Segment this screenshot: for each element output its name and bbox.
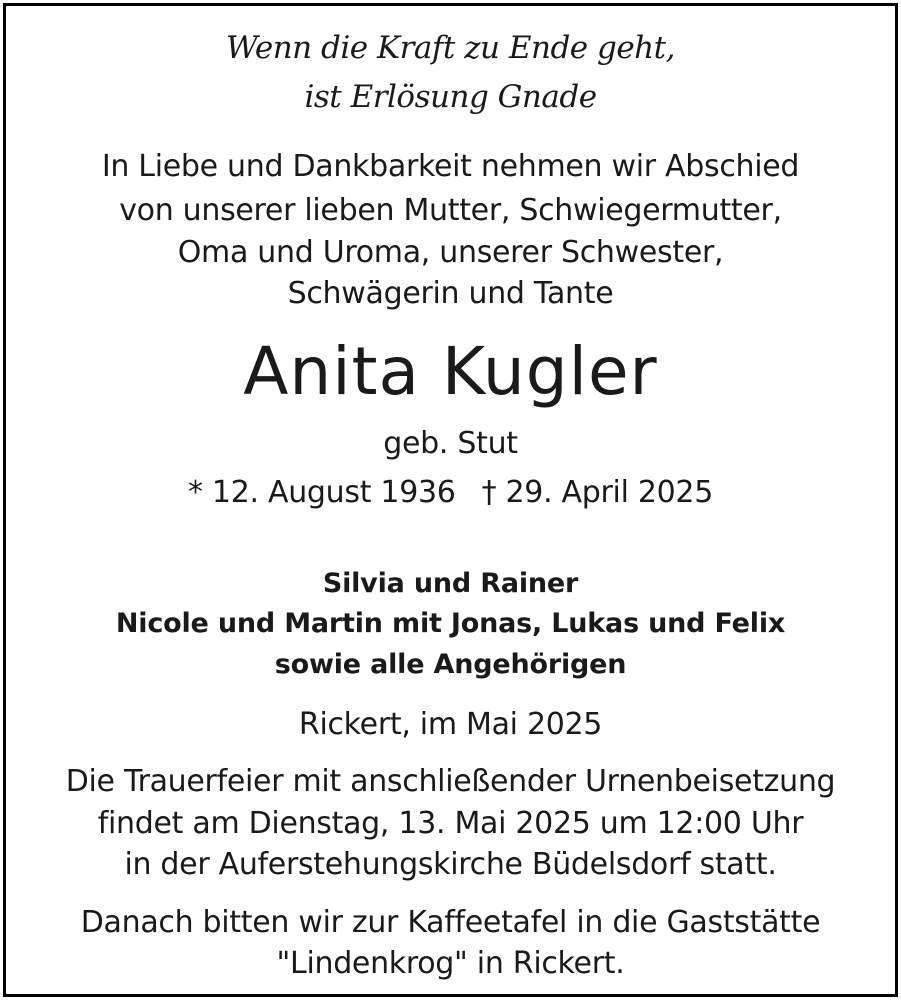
- death-date: † 29. April 2025: [481, 475, 713, 510]
- funeral-line-3: in der Auferstehungskirche Büdelsdorf statt.: [124, 847, 777, 882]
- birth-date: * 12. August 1936: [188, 475, 456, 510]
- reception-line-1: Danach bitten wir zur Kaffeetafel in die Gaststätte: [80, 905, 821, 940]
- funeral-line-2: findet am Dienstag, 13. Mai 2025 um 12:00 Uhr: [97, 806, 804, 841]
- mourners-line-1: Silvia und Rainer: [322, 568, 579, 599]
- mourners-line-3: sowie alle Angehörigen: [274, 649, 627, 680]
- obituary-frame: [3, 3, 898, 997]
- place-date: Rickert, im Mai 2025: [298, 707, 603, 742]
- mourners-line-2: Nicole und Martin mit Jonas, Lukas und Felix: [115, 608, 786, 639]
- motto-line-1: Wenn die Kraft zu Ende geht,: [226, 30, 675, 66]
- intro-line-4: Schwägerin und Tante: [287, 276, 614, 311]
- intro-line-2: von unserer lieben Mutter, Schwiegermutter,: [119, 193, 782, 228]
- funeral-line-1: Die Trauerfeier mit anschließender Urnenbeisetzung: [65, 764, 836, 799]
- life-dates: [6, 475, 895, 510]
- reception-line-2: "Lindenkrog" in Rickert.: [276, 946, 625, 981]
- deceased-name: Anita Kugler: [243, 333, 658, 410]
- motto-line-2: ist Erlösung Gnade: [304, 79, 597, 115]
- intro-line-3: Oma und Uroma, unserer Schwester,: [177, 235, 724, 270]
- maiden-name: geb. Stut: [383, 426, 518, 461]
- intro-line-1: In Liebe und Dankbarkeit nehmen wir Abschied: [101, 149, 800, 184]
